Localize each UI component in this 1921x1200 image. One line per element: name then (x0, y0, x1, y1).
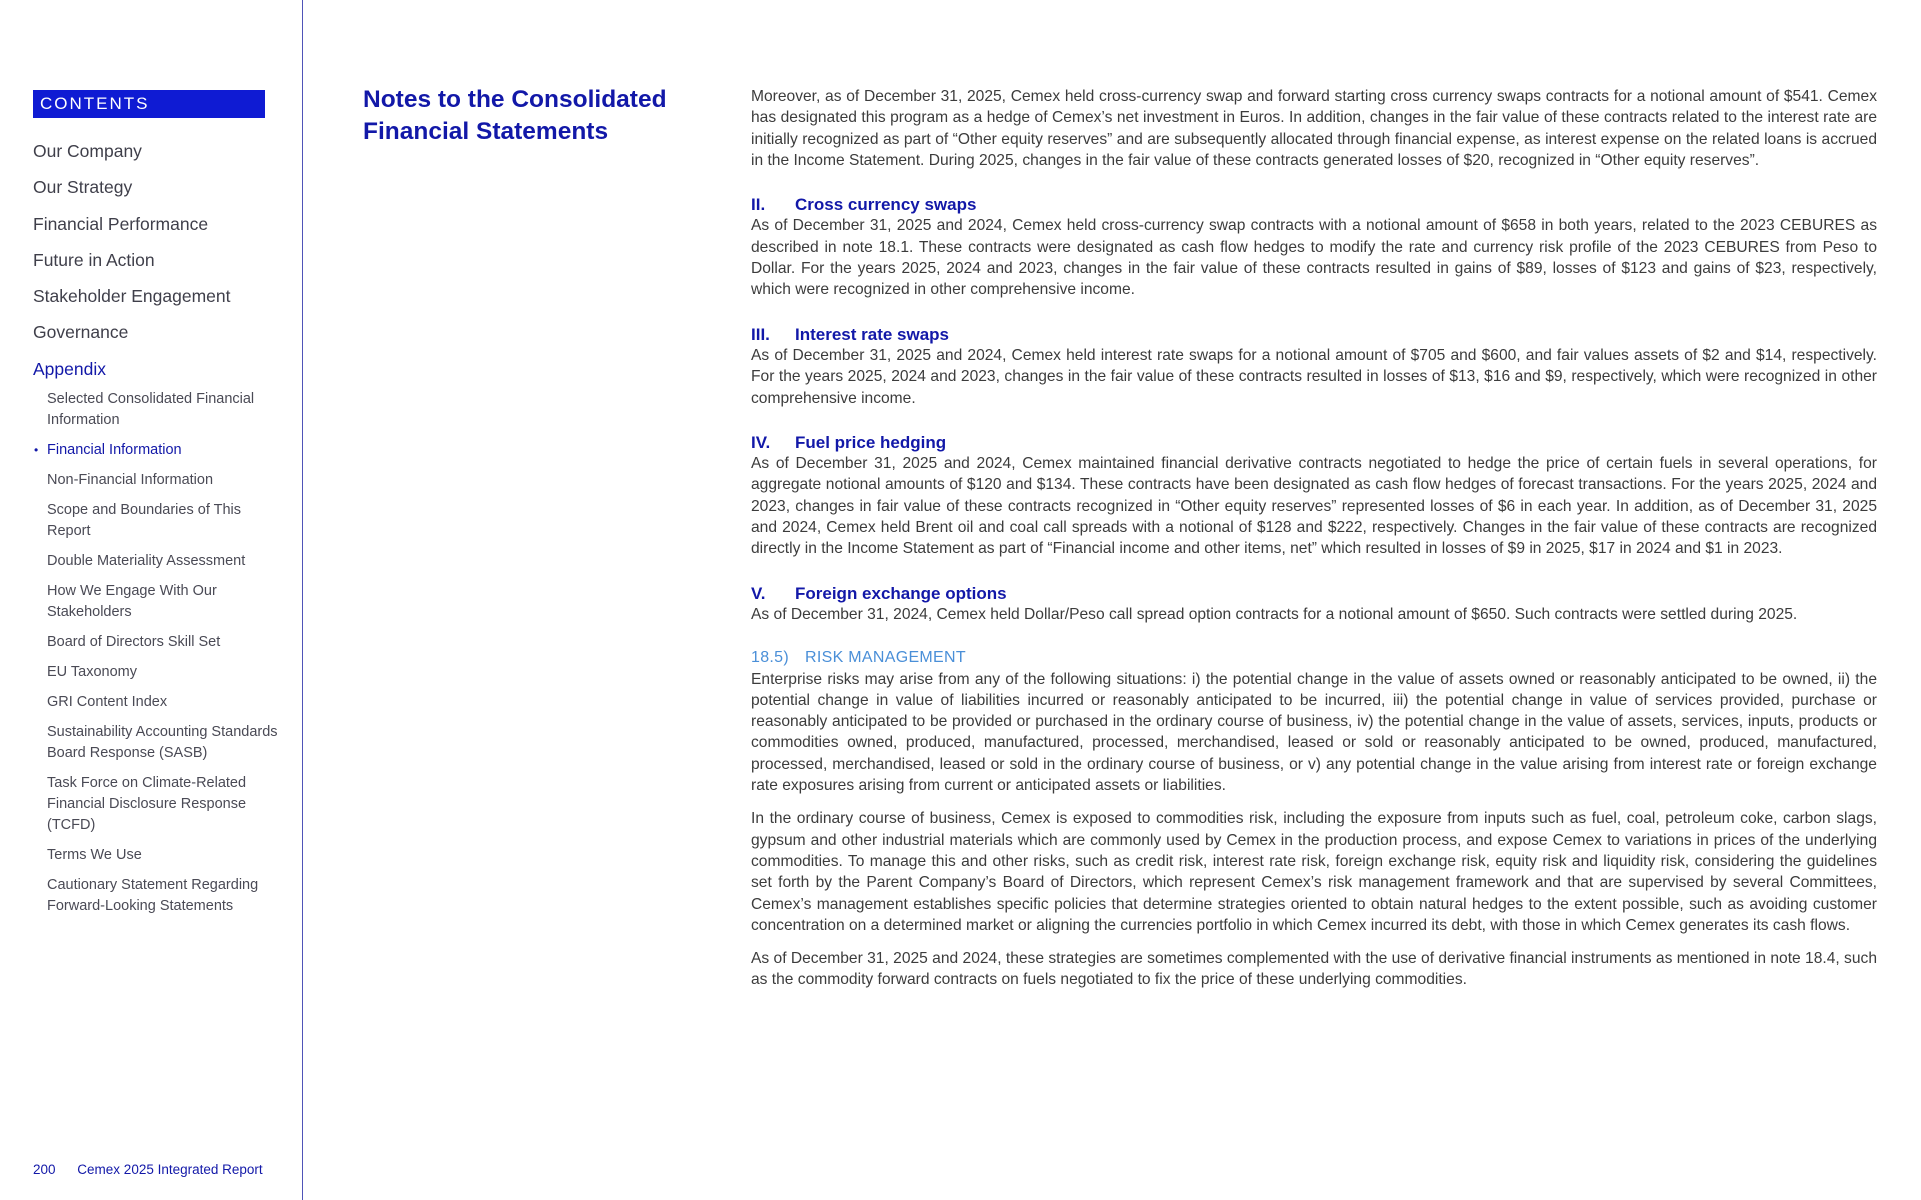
nav-item-our-strategy[interactable]: Our Strategy (33, 177, 133, 198)
subnav-item-engage-stakeholders[interactable]: How We Engage With Our Stakeholders (47, 583, 217, 620)
section-title: Fuel price hedging (795, 432, 947, 452)
nav-item-governance[interactable]: Governance (33, 322, 129, 343)
contents-label[interactable]: CONTENTS (33, 90, 265, 118)
subnav-item-non-financial[interactable]: Non-Financial Information (47, 472, 214, 488)
subnav-item-board-skill-set[interactable]: Board of Directors Skill Set (47, 634, 221, 650)
subnav-item-selected-consolidated[interactable]: Selected Consolidated Financial Information (47, 391, 255, 428)
section-heading-fuel-price (751, 432, 1877, 453)
subnav-item-scope-boundaries[interactable]: Scope and Boundaries of This Report (47, 502, 242, 539)
nav-item-our-company[interactable]: Our Company (33, 141, 142, 161)
section-number: V. (751, 583, 766, 603)
page-title: Notes to the Consolidated Financial Statements (363, 86, 667, 145)
report-name: Cemex 2025 Integrated Report (77, 1162, 263, 1177)
page-number: 200 (33, 1162, 56, 1177)
subnav-item-eu-taxonomy[interactable]: EU Taxonomy (47, 664, 137, 680)
section-title: Cross currency swaps (795, 195, 977, 215)
section-text-cross-currency: As of December 31, 2025 and 2024, Cemex held cross-currency swap contracts with a notional amount of $658 in both years, related to the 2023 CEBURES as described in note 18.1. These contracts were designated as cash flow hedges to modify the rate and currency risk profile of the 2023 CEBURES from Peso to Dollar. For the years 2025, 2024 and 2023, changes in the fair value of these contracts resulted in gains of $89, losses of $123 and gains of $23, respectively, which were recognized in other comprehensive income. (751, 217, 1877, 299)
nav-item-stakeholder-engagement[interactable]: Stakeholder Engagement (33, 286, 231, 307)
subnav-item-terms[interactable]: Terms We Use (47, 847, 142, 863)
risk-section-number: 18.5) (751, 649, 789, 667)
section-number: III. (751, 324, 770, 344)
risk-paragraph: In the ordinary course of business, Cemex is exposed to commodities risk, including the exposure from inputs such as fuel, coal, petroleum coke, carbon slags, gypsum and other industrial materials which are commonly used by Cemex in the production process, and expose Cemex to variations in prices of the underlying commodities. To manage this and other risks, such as credit risk, interest rate risk, foreign exchange risk, equity risk and liquidity risk, considering the guidelines set forth by the Parent Company’s Board of Directors, which represent Cemex’s risk management framework and that are supervised by several Committees, Cemex’s management establishes specific policies that determine strategies oriented to obtain natural hedges to the extent possible, such as avoiding customer concentration on a determined market or aligning the currencies portfolio in which Cemex incurred its debt, with those in which Cemex generates its cash flows. (751, 810, 1877, 934)
section-heading-interest-rate (751, 324, 1877, 345)
sidebar (0, 0, 303, 1200)
main-content (751, 86, 1877, 991)
page-footer (33, 1162, 263, 1177)
section-text-fx-options: As of December 31, 2024, Cemex held Dollar/Peso call spread option contracts for a notional amount of $650. Such contracts were settled during 2025. (751, 605, 1798, 623)
subnav-item-financial-information[interactable]: • Financial Information (47, 440, 287, 461)
intro-paragraph: Moreover, as of December 31, 2025, Cemex held cross-currency swap and forward starting cross currency swaps contracts for a notional amount of $541. Cemex has designated this program as a hedge of Cemex’s net investment in Euros. In addition, changes in the fair value of these contracts related to the interest rate are initially recognized as part of “Other equity reserves” and are subsequently allocated through financial expense, as interest expense on the related loans is accrued in the Income Statement. During 2025, changes in the fair value of these contracts generated losses of $20, recognized in “Other equity reserves”. (751, 88, 1877, 169)
risk-section-title: RISK MANAGEMENT (805, 649, 966, 667)
section-number: II. (751, 195, 766, 215)
section-heading-cross-currency (751, 194, 1877, 215)
section-text-fuel-price: As of December 31, 2025 and 2024, Cemex maintained financial derivative contracts negotiated to hedge the price of certain fuels in several operations, for aggregate notional amounts of $120 and $134. These contracts have been designated as cash flow hedges of forecast transactions. For the years 2025, 2024 and 2023, changes in fair value of these contracts recognized in “Other equity reserves” represented losses of $6 in each year. In addition, as of December 31, 2025 and 2024, Cemex held Brent oil and coal call spreads with a notional of $128 and $222, respectively. Changes in the fair value of these contracts are recognized directly in the Income Statement as part of “Financial income and other items, net” which resulted in losses of $9 in 2025, $17 in 2024 and $1 in 2023. (751, 455, 1877, 558)
subnav-item-sasb[interactable]: Sustainability Accounting Standards Board Response (SASB) (47, 724, 278, 761)
nav-item-appendix[interactable]: Appendix (33, 358, 106, 379)
section-title: Foreign exchange options (795, 583, 1007, 603)
risk-management-heading (751, 647, 1877, 668)
subnav-item-gri-index[interactable]: GRI Content Index (47, 694, 168, 710)
subnav-item-double-materiality[interactable]: Double Materiality Assessment (47, 553, 246, 569)
risk-paragraph: Enterprise risks may arise from any of the following situations: i) the potential change in the value of assets owned or reasonably anticipated to be owned, ii) the potential change in value of liabilities incurred or reasonably anticipated to be incurred, iii) the potential change in value of services provided, purchase or reasonably anticipated to be provided or purchased in the ordinary course of business, iv) the potential change in the value of assets, services, inputs, products or commodities owned, produced, manufactured, processed, merchandised, leased or sold or reasonably anticipated to be owned, produced, manufactured, processed, merchandised, leased or sold in the ordinary course of business, or v) any potential change in the value arising from interest rate or foreign exchange rate exposures arising from current or anticipated assets or liabilities. (751, 670, 1877, 795)
subnav-item-cautionary[interactable]: Cautionary Statement Regarding Forward-Looking Statements (47, 877, 259, 914)
subnav-item-tcfd[interactable]: Task Force on Climate-Related Financial Disclosure Response (TCFD) (47, 775, 247, 833)
sidebar-divider (302, 0, 303, 1200)
section-text-interest-rate: As of December 31, 2025 and 2024, Cemex held interest rate swaps for a notional amount of $705 and $600, and fair values assets of $2 and $14, respectively. For the years 2025, 2024 and 2023, changes in the fair value of these contracts resulted in losses of $13, $16 and $9, respectively, which were recognized in other comprehensive income. (751, 346, 1877, 407)
appendix-subnav (47, 389, 287, 926)
section-number: IV. (751, 432, 771, 452)
risk-paragraph: As of December 31, 2025 and 2024, these strategies are sometimes complemented with the use of derivative financial instruments as mentioned in note 18.4, such as the commodity forward contracts on fuels negotiated to fix the price of these underlying commodities. (751, 950, 1877, 989)
section-heading-fx-options (751, 583, 1877, 604)
section-title: Interest rate swaps (795, 324, 950, 344)
main-nav (33, 139, 231, 393)
nav-item-future-in-action[interactable]: Future in Action (33, 249, 155, 270)
nav-item-financial-performance[interactable]: Financial Performance (33, 213, 209, 234)
